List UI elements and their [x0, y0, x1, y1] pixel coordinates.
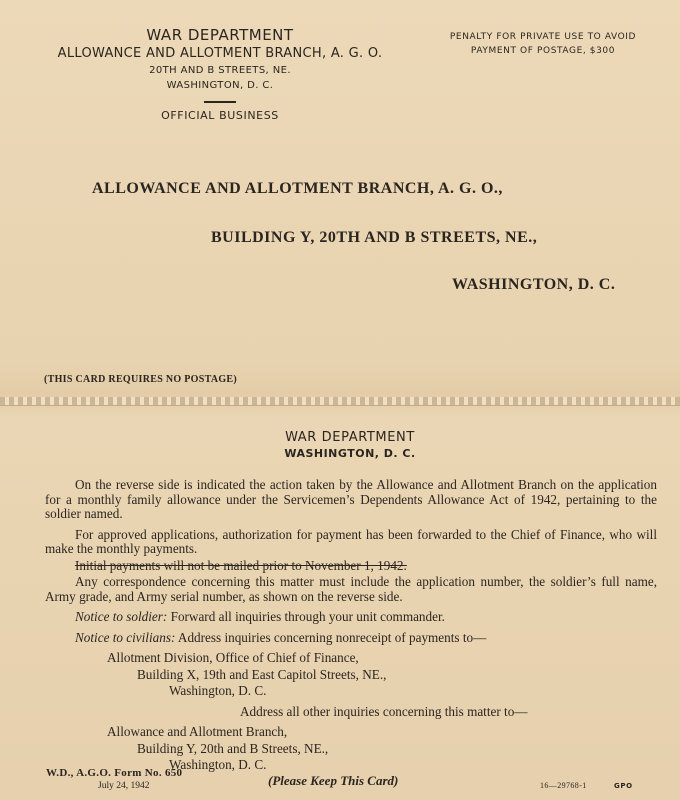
- paragraph-initial-payments: [45, 559, 657, 574]
- notice-soldier: [45, 610, 657, 625]
- back-heading-washington: WASHINGTON, D. C.: [284, 447, 416, 460]
- return-address-block: [40, 26, 400, 122]
- perforation-fold: [0, 397, 680, 405]
- notice-civilians-label: Notice to civilians:: [75, 629, 176, 645]
- penalty-line-2: PAYMENT OF POSTAGE, $300: [470, 46, 616, 56]
- back-heading-war-department: WAR DEPARTMENT: [285, 430, 415, 445]
- branch-address-line-2: Building Y, 20th and B Streets, NE.,: [137, 740, 329, 756]
- paragraph-approved-applications: For approved applications, authorization for payment has been forwarded to the Chief of Finance, who will make the monthly payments.: [45, 526, 657, 556]
- form-number: W.D., A.G.O. Form No. 650: [46, 767, 183, 779]
- branch-address-line-1: Allowance and Allotment Branch,: [107, 724, 288, 739]
- gpo-mark: GPO: [614, 782, 633, 790]
- keep-card-note: (Please Keep This Card): [268, 773, 399, 788]
- finance-address-line-1: Allotment Division, Office of Chief of Finance,: [107, 650, 359, 665]
- divider-rule: [204, 101, 236, 103]
- official-business-label: OFFICIAL BUSINESS: [161, 109, 279, 122]
- branch-address-line-3: Washington, D. C.: [169, 757, 267, 772]
- fold-line: [0, 405, 680, 406]
- address-line-2: BUILDING Y, 20TH AND B STREETS, NE.,: [211, 229, 538, 246]
- notice-soldier-label: Notice to soldier:: [75, 609, 168, 624]
- address-line-3: WASHINGTON, D. C.: [452, 276, 616, 293]
- notice-civilians: [45, 631, 657, 646]
- return-line-war-department: WAR DEPARTMENT: [146, 26, 294, 44]
- other-inquiries-line: Address all other inquiries concerning this matter to—: [240, 703, 528, 719]
- card-body-text: [45, 478, 657, 773]
- return-line-city: WASHINGTON, D. C.: [166, 80, 274, 91]
- struck-text: Initial payments will not be mailed prior to November 1, 1942.: [75, 557, 407, 573]
- no-postage-note: (THIS CARD REQUIRES NO POSTAGE): [44, 374, 238, 385]
- return-line-streets: 20TH AND B STREETS, NE.: [149, 65, 291, 76]
- notice-civilians-text: Address inquiries concerning nonreceipt of payments to—: [175, 629, 487, 645]
- notice-soldier-text: Forward all inquiries through your unit commander.: [167, 609, 445, 624]
- finance-address-line-3: Washington, D. C.: [169, 683, 267, 698]
- print-code: 16—29768-1: [540, 781, 587, 790]
- address-line-1: ALLOWANCE AND ALLOTMENT BRANCH, A. G. O.,: [92, 180, 503, 197]
- return-line-branch: ALLOWANCE AND ALLOTMENT BRANCH, A. G. O.: [57, 46, 383, 61]
- penalty-notice: [418, 30, 668, 58]
- finance-address-line-2: Building X, 19th and East Capitol Streets, NE.,: [137, 666, 387, 682]
- paragraph-correspondence: Any correspondence concerning this matter must include the application number, the soldier’s full name, Army grade, and Army serial number, as shown on the reverse side.: [45, 574, 657, 604]
- paragraph-action-taken: On the reverse side is indicated the action taken by the Allowance and Allotment Branch on the application for a monthly family allowance under the Servicemen’s Dependents Allowance Act of 1942, pertaining to the soldier named.: [45, 477, 657, 521]
- form-date: July 24, 1942: [98, 781, 150, 791]
- penalty-line-1: PENALTY FOR PRIVATE USE TO AVOID: [449, 32, 637, 42]
